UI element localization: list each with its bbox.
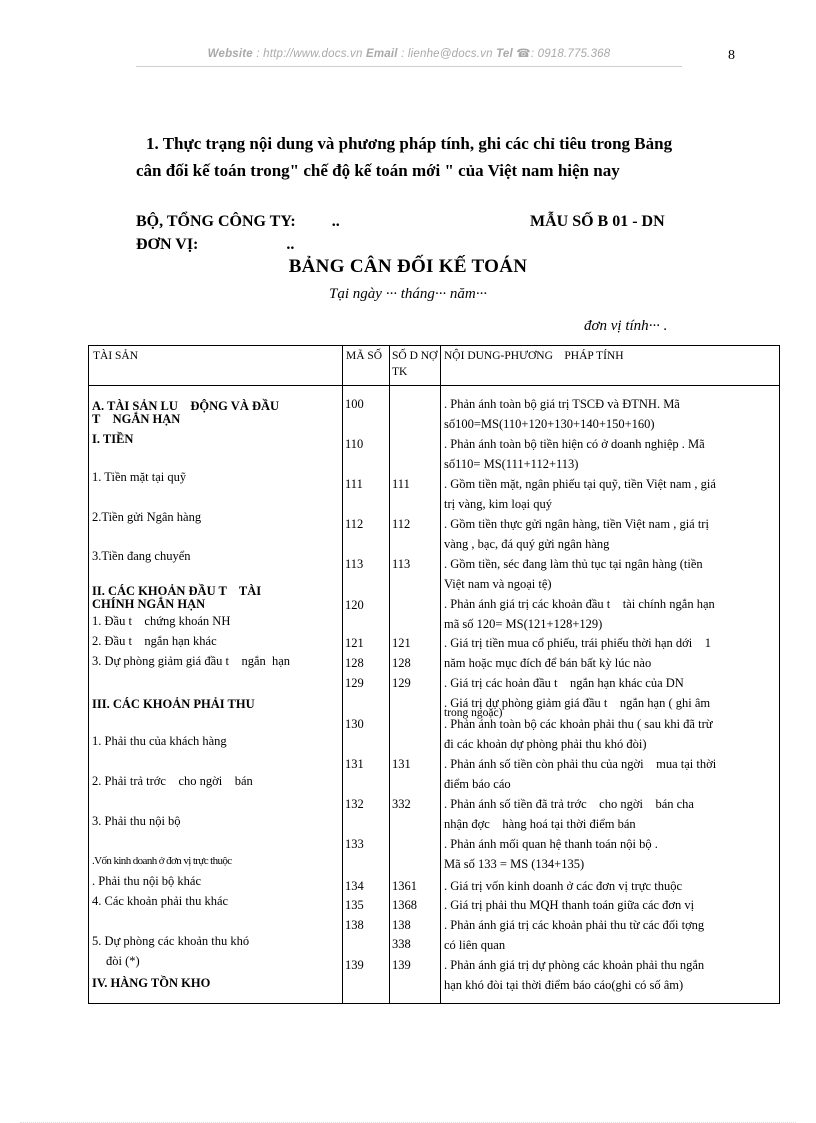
asset-cell: CHÍNH NGẮN HẠN (92, 597, 206, 611)
email-label: Email (366, 48, 398, 60)
code-cell: 138 (345, 918, 364, 932)
account-cell: 332 (392, 797, 411, 811)
code-cell: 133 (345, 837, 364, 851)
method-cell: . Gồm tiền, séc đang làm thủ tục tại ngân hàng (tiền (444, 557, 703, 571)
asset-cell: III. CÁC KHOẢN PHẢI THU (92, 697, 255, 711)
code-cell: 112 (345, 517, 364, 531)
account-cell: 112 (392, 517, 411, 531)
method-cell: có liên quan (444, 938, 506, 952)
account-cell: 128 (392, 656, 411, 670)
account-cell: 139 (392, 958, 411, 972)
asset-cell: 4. Các khoản phải thu khác (92, 894, 229, 908)
email-address: : lienhe@docs.vn (401, 48, 493, 60)
account-cell: 113 (392, 557, 411, 571)
method-cell: . Giá trị tiền mua cổ phiếu, trái phiếu thời hạn dới 1 (444, 636, 711, 650)
method-cell: Việt nam và ngoại tệ) (444, 577, 552, 591)
method-cell: số100=MS(110+120+130+140+150+160) (444, 417, 655, 431)
asset-cell: 1. Tiền mặt tại quỹ (92, 470, 187, 484)
method-cell: mã số 120= MS(121+128+129) (444, 617, 603, 631)
code-cell: 100 (345, 397, 364, 411)
section-heading (136, 130, 756, 184)
page-number: 8 (728, 48, 735, 63)
account-cell: 1361 (392, 879, 417, 893)
method-cell: số110= MS(111+112+113) (444, 457, 579, 471)
code-cell: 129 (345, 676, 364, 690)
account-cell: 121 (392, 636, 411, 650)
account-cell: 338 (392, 937, 411, 951)
code-cell: 130 (345, 717, 364, 731)
method-cell: . Phản ánh toàn bộ các khoản phải thu ( sau khi đã trừ (444, 717, 713, 731)
method-cell: . Phản ánh giá trị dự phòng các khoản phải thu ngắn (444, 958, 705, 972)
header-method: NỘI DUNG-PHƯƠNG PHÁP TÍNH (444, 350, 624, 362)
method-cell: . Phản ánh giá trị các khoản đầu t tài chính ngắn hạn (444, 597, 715, 611)
unit-note: đơn vị tính··· . (584, 318, 668, 334)
header-row-divider (89, 385, 779, 386)
method-cell: trong ngoặc) (444, 707, 503, 719)
method-cell: . Giá trị phải thu MQH thanh toán giữa các đơn vị (444, 898, 695, 912)
heading-line-1: 1. Thực trạng nội dung và phương pháp tính, ghi các chỉ tiêu trong Bảng (146, 134, 673, 153)
header-code: MÃ SỐ (346, 350, 383, 362)
method-cell: . Phản ánh giá trị các khoản phải thu từ các đối tợng (444, 918, 705, 932)
form-number: MẪU SỐ B 01 - DN (530, 213, 665, 230)
asset-cell: 3. Phải thu nội bộ (92, 814, 181, 828)
code-cell: 131 (345, 757, 364, 771)
method-cell: đi các khoản dự phòng phải thu khó đòi) (444, 737, 647, 751)
column-divider (342, 346, 343, 1003)
header-divider (136, 66, 682, 67)
code-cell: 139 (345, 958, 364, 972)
account-cell: 1368 (392, 898, 417, 912)
asset-cell: 1. Đầu t chứng khoán NH (92, 614, 231, 628)
asset-cell: T NGẮN HẠN (92, 412, 181, 426)
asset-cell: 5. Dự phòng các khoản thu khó (92, 934, 250, 948)
code-cell: 120 (345, 598, 364, 612)
method-cell: vàng , bạc, đá quý gửi ngân hàng (444, 537, 610, 551)
column-divider (389, 346, 390, 1003)
asset-cell: A. TÀI SẢN LU ĐỘNG VÀ ĐẦU (92, 399, 280, 413)
asset-cell: 3. Dự phòng giảm giá đầu t ngắn hạn (92, 654, 291, 668)
method-cell: . Giá trị các hoản đầu t ngắn hạn khác của DN (444, 676, 684, 690)
company-label: BỘ, TỔNG CÔNG TY: .. (136, 213, 340, 230)
method-cell: năm hoặc mục đích để bán bất kỳ lúc nào (444, 656, 652, 670)
method-cell: . Phản ánh toàn bộ giá trị TSCĐ và ĐTNH. Mã (444, 397, 680, 411)
asset-cell: II. CÁC KHOẢN ĐẦU T TÀI (92, 584, 262, 598)
code-cell: 135 (345, 898, 364, 912)
document-title: BẢNG CÂN ĐỐI KẾ TOÁN (288, 256, 528, 277)
method-cell: . Gồm tiền mặt, ngân phiếu tại quỹ, tiền Việt nam , giá (444, 477, 716, 491)
asset-cell: 2. Đầu t ngắn hạn khác (92, 634, 217, 648)
method-cell: điểm báo cáo (444, 777, 511, 791)
header-asset: TÀI SẢN (93, 350, 139, 362)
asset-cell: IV. HÀNG TỒN KHO (92, 976, 211, 990)
asset-cell: 1. Phải thu của khách hàng (92, 734, 227, 748)
method-cell: . Gồm tiền thực gửi ngân hàng, tiền Việt nam , giá trị (444, 517, 709, 531)
account-cell: 129 (392, 676, 411, 690)
code-cell: 111 (345, 477, 363, 491)
method-cell: . Giá trị vốn kinh doanh ở các đơn vị trực thuộc (444, 879, 682, 893)
asset-cell: I. TIỀN (92, 432, 134, 446)
code-cell: 134 (345, 879, 364, 893)
account-cell: 138 (392, 918, 411, 932)
balance-sheet-table (88, 345, 780, 1004)
tel-number: ☎: 0918.775.368 (516, 48, 611, 60)
method-cell: trị vàng, kim loại quý (444, 497, 552, 511)
header-account: SỐ D NỢ TK (392, 350, 438, 378)
website-url: : http://www.docs.vn (256, 48, 363, 60)
asset-cell: 2.Tiền gửi Ngân hàng (92, 510, 202, 524)
asset-cell: 3.Tiền đang chuyển (92, 549, 191, 563)
heading-line-2: cân đối kế toán trong" chế độ kế toán mới " của Việt nam hiện nay (136, 161, 620, 180)
code-cell: 110 (345, 437, 364, 451)
page-header (136, 46, 682, 60)
method-cell: . Phản ánh mối quan hệ thanh toán nội bộ . (444, 837, 658, 851)
method-cell: Mã số 133 = MS (134+135) (444, 857, 585, 871)
method-cell: . Phản ánh số tiền còn phải thu của ngời mua tại thời (444, 757, 717, 771)
account-cell: 111 (392, 477, 410, 491)
code-cell: 132 (345, 797, 364, 811)
unit-label: ĐƠN VỊ: .. (136, 236, 295, 253)
asset-cell: .Vốn kinh doanh ở đơn vị trực thuộc (92, 855, 232, 867)
code-cell: 121 (345, 636, 364, 650)
method-cell: . Phản ánh số tiền đã trả trớc cho ngời bán cha (444, 797, 694, 811)
website-label: Website (207, 48, 253, 60)
method-cell: . Phản ánh toàn bộ tiền hiện có ở doanh nghiệp . Mã (444, 437, 705, 451)
method-cell: hạn khó đòi tại thời điểm báo cáo(ghi có số âm) (444, 978, 684, 992)
asset-cell: 2. Phải trả trớc cho ngời bán (92, 774, 253, 788)
tel-label: Tel (496, 48, 513, 60)
account-cell: 131 (392, 757, 411, 771)
method-cell: nhận đợc hàng hoá tại thời điểm bán (444, 817, 636, 831)
code-cell: 113 (345, 557, 364, 571)
column-divider (440, 346, 441, 1003)
code-cell: 128 (345, 656, 364, 670)
asset-cell: . Phải thu nội bộ khác (92, 874, 202, 888)
asset-cell: đòi (*) (106, 954, 140, 968)
date-line: Tại ngày ··· tháng··· năm··· (329, 286, 487, 302)
method-cell: . Giá trị dự phòng giảm giá đầu t ngắn hạn ( ghi âm (444, 696, 711, 710)
